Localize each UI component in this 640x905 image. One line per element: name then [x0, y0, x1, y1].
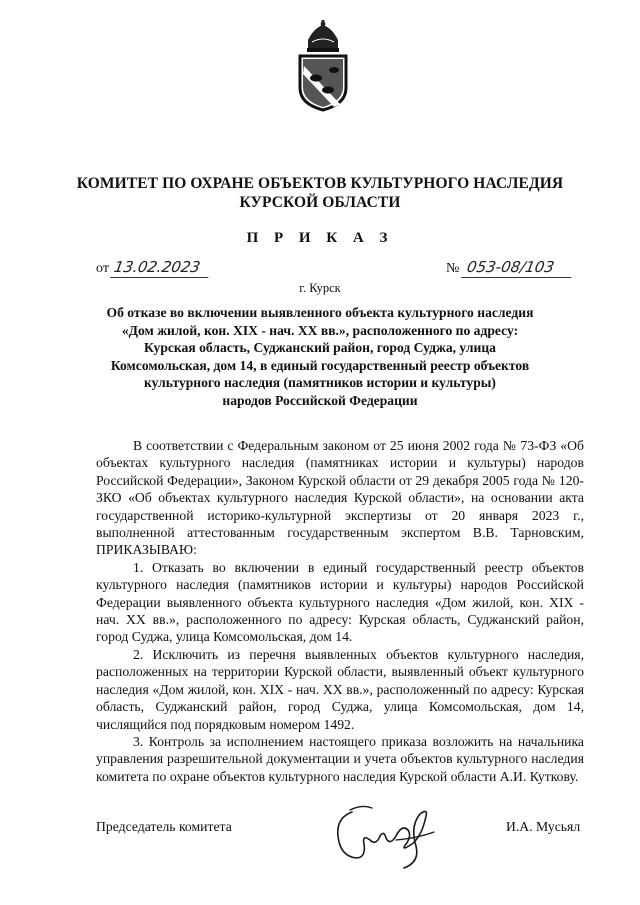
body-paragraph-preamble: В соответствии с Федеральным законом от 25 июня 2002 года № 73-ФЗ «Об объектах культурного наследия (памятниках истории и культуры) народов Российской Федерации», Законом Курской области от 29 декабря 2005 года № 120-ЗКО «Об объектах культурного наследия Курской области», на основании акта государственной историко-культурной экспертизы от 20 января 2023 г., выполненной аттестованным государственным экспертом В.В. Тарновским, ПРИКАЗЫВАЮ: — [96, 438, 584, 558]
order-subject — [80, 304, 560, 410]
document-city: г. Курск — [299, 281, 341, 295]
organization-name-line2: КУРСКОЙ ОБЛАСТИ — [239, 194, 401, 211]
subject-line: культурного наследия (памятников истории и культуры) — [144, 375, 496, 391]
handwritten-signature — [322, 800, 442, 872]
date-value: 13.02.2023 — [111, 258, 213, 278]
subject-line: народов Российской Федерации — [222, 392, 418, 408]
number-prefix: № — [446, 261, 460, 276]
body-paragraph-item-2: 2. Исключить из перечня выявленных объектов культурного наследия, расположенных на территории Курской области, выявленный объект культурного наследия «Дом жилой, кон. XIX - нач. XX вв.», расположенный по адресу: Курская область, Суджанский район, город Суджа, улица Комсомольская, дом 14, числящийся под порядковым номером 1492. — [96, 646, 584, 732]
subject-line: Курская область, Суджанский район, город Суджа, улица — [144, 340, 496, 356]
subject-line: Комсомольская, дом 14, в единый государственный реестр объектов — [110, 357, 530, 373]
body-paragraph-item-1: 1. Отказать во включении в единый государственный реестр объектов культурного наследия (памятников истории и культуры) народов Российской Федерации выявленного объекта культурного наследия «Дом жилой, кон. XIX - нач. XX вв.», расположенного по адресу: Курская область, Суджанский район, город Суджа, улица Комсомольская, дом 14. — [96, 559, 584, 645]
signatory-name: И.А. Мусьял — [506, 819, 581, 834]
document-type: П Р И К А З — [246, 230, 394, 246]
body-paragraph-item-3: 3. Контроль за исполнением настоящего приказа возложить на начальника управления разрешительной документации и учета объектов культурного наследия комитета по охране объектов культурного наследия Курской области А.И. Куткову. — [96, 733, 584, 784]
date-prefix: от — [96, 261, 109, 276]
document-date — [96, 258, 210, 278]
document-number — [446, 258, 573, 278]
subject-line: «Дом жилой, кон. XIX - нач. XX вв.», расположенного по адресу: — [121, 322, 519, 338]
organization-name-line1: КОМИТЕТ ПО ОХРАНЕ ОБЪЕКТОВ КУЛЬТУРНОГО НАСЛЕДИЯ — [76, 175, 564, 192]
signatory-position: Председатель комитета — [96, 819, 232, 834]
coat-of-arms-emblem — [294, 20, 352, 112]
number-value: 053-08/103 — [461, 258, 575, 278]
subject-line: Об отказе во включении выявленного объекта культурного наследия — [106, 305, 534, 320]
order-body — [96, 437, 584, 785]
